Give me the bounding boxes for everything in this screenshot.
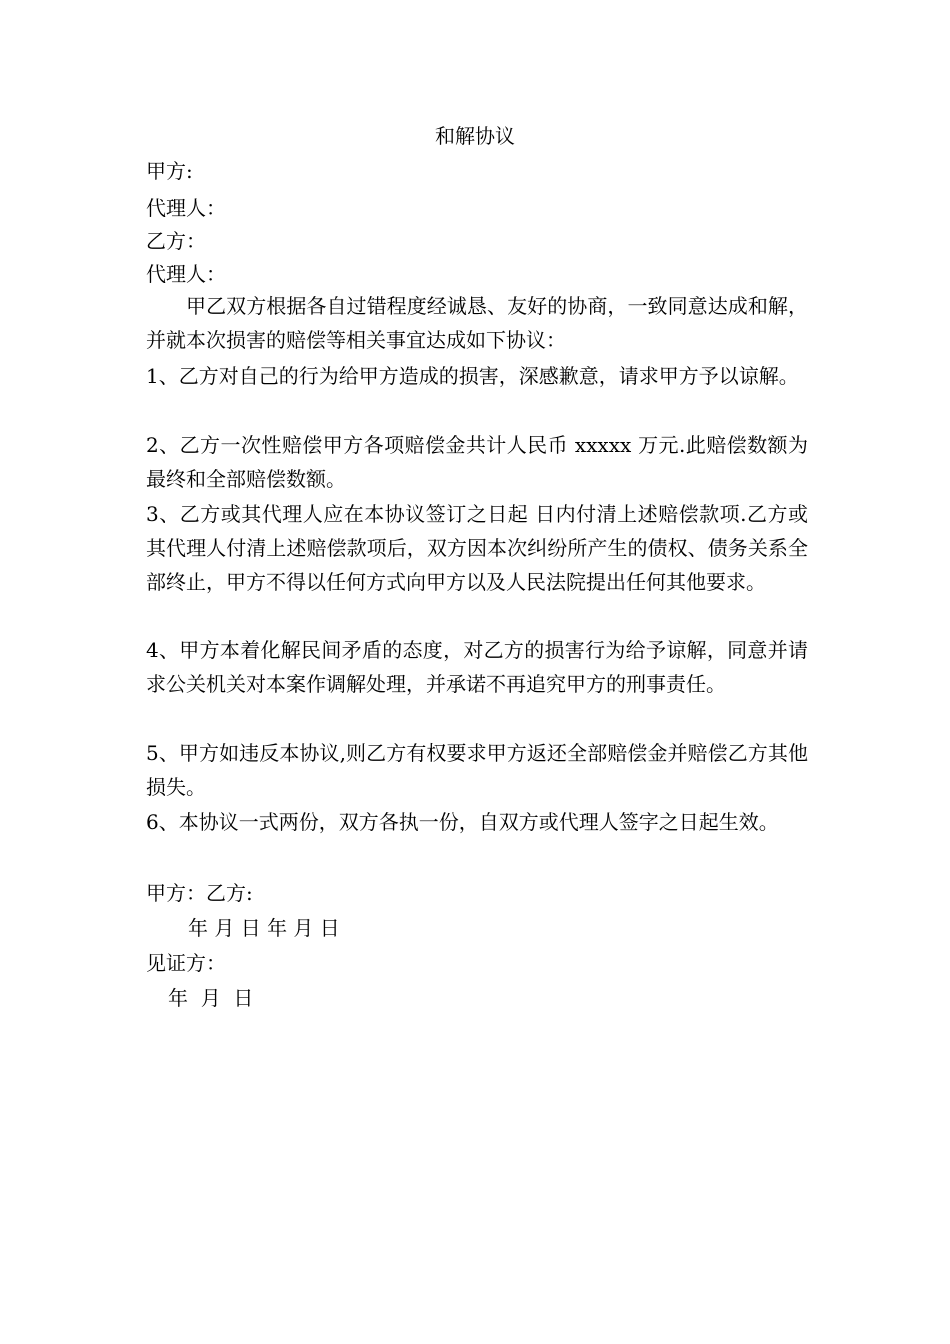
clause-4: 4、甲方本着化解民间矛盾的态度，对乙方的损害行为给予谅解，同意并请求公关机关对本案作调解处理，并承诺不再追究甲方的刑事责任。 (146, 638, 808, 696)
document-title: 和解协议 (435, 124, 515, 148)
clause-5: 5、甲方如违反本协议,则乙方有权要求甲方返还全部赔偿金并赔偿乙方其他损失。 (146, 741, 808, 799)
clause-2: 2、乙方一次性赔偿甲方各项赔偿金共计人民币 xxxxx 万元.此赔偿数额为最终和全部赔偿数额。 (146, 433, 808, 491)
witness-label: 见证方： (146, 951, 226, 975)
clause-1: 1、乙方对自己的行为给甲方造成的损害，深感歉意，请求甲方予以谅解。 (146, 364, 799, 388)
clause-3: 3、乙方或其代理人应在本协议签订之日起 日内付清上述赔偿款项.乙方或其代理人付清上述赔偿款项后，双方因本次纠纷所产生的债权、债务关系全部终止，甲方不得以任何方式向甲方以及人民法院提出任何其他要求。 (146, 502, 808, 594)
party-b-label: 乙方： (146, 229, 206, 253)
clause-6: 6、本协议一式两份，双方各执一份，自双方或代理人签字之日起生效。 (146, 810, 779, 834)
signature-dates-line: 年 月 日 年 月 日 (188, 916, 340, 940)
party-b-agent-label: 代理人： (146, 262, 226, 286)
party-a-agent-label: 代理人： (146, 196, 226, 220)
preamble-paragraph: 甲乙双方根据各自过错程度经诚恳、友好的协商，一致同意达成和解，并就本次损害的赔偿等相关事宜达成如下协议： (146, 294, 808, 352)
party-a-label: 甲方: (146, 159, 193, 183)
signature-parties-line: 甲方：乙方: (146, 881, 253, 905)
witness-date-line: 年 月 日 (168, 986, 254, 1010)
